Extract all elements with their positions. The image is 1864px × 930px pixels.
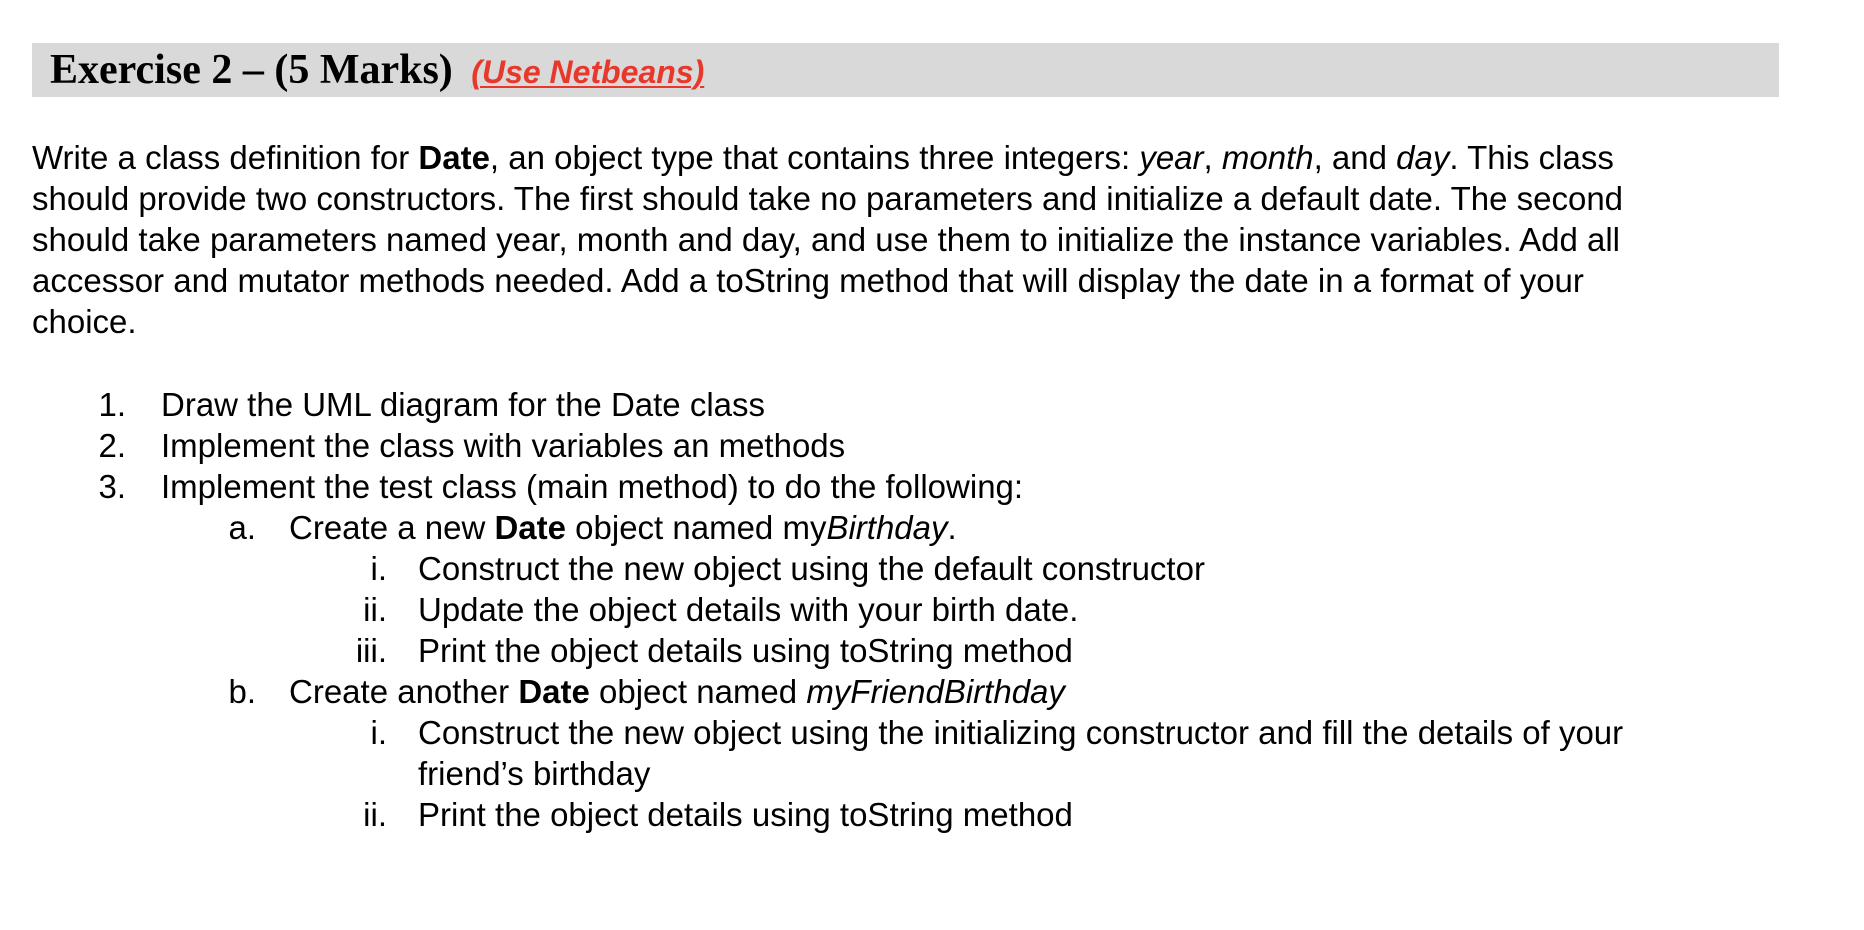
intro-paragraph xyxy=(32,137,1812,342)
exercise-title: Exercise 2 – (5 Marks) xyxy=(50,47,453,93)
intro-line-2: should provide two constructors. The first should take no parameters and initialize a default date. The second xyxy=(32,180,1624,217)
sub-list-item: b. Create another Date object named myFriendBirthday xyxy=(228,673,1065,710)
intro-line-4: accessor and mutator methods needed. Add a toString method that will display the date in a format of your xyxy=(32,262,1584,299)
list-item: 3. Implement the test class (main method) to do the following: xyxy=(98,468,1024,505)
sub-sub-list-item-continued: friend’s birthday xyxy=(418,755,651,792)
sub-sub-list-item: i. Construct the new object using the initializing constructor and fill the details of your xyxy=(370,714,1624,751)
list-item: 1. Draw the UML diagram for the Date class xyxy=(98,386,766,423)
netbeans-note: (Use Netbeans) xyxy=(471,54,705,90)
task-list xyxy=(0,384,1864,835)
exercise-heading xyxy=(50,42,704,100)
sub-sub-list-item: ii. Print the object details using toString method xyxy=(363,796,1073,833)
intro-line-3: should take parameters named year, month and day, and use them to initialize the instance variables. Add all xyxy=(32,221,1620,258)
sub-list-item: a. Create a new Date object named myBirthday. xyxy=(228,509,957,546)
intro-line-5: choice. xyxy=(32,303,137,340)
intro-line-1: Write a class definition for Date, an object type that contains three integers: year, month, and day. This class xyxy=(32,139,1614,176)
sub-sub-list-item: ii. Update the object details with your birth date. xyxy=(363,591,1079,628)
sub-sub-list-item: i. Construct the new object using the default constructor xyxy=(370,550,1205,587)
list-item: 2. Implement the class with variables an methods xyxy=(98,427,846,464)
sub-sub-list-item: iii. Print the object details using toString method xyxy=(355,632,1073,669)
